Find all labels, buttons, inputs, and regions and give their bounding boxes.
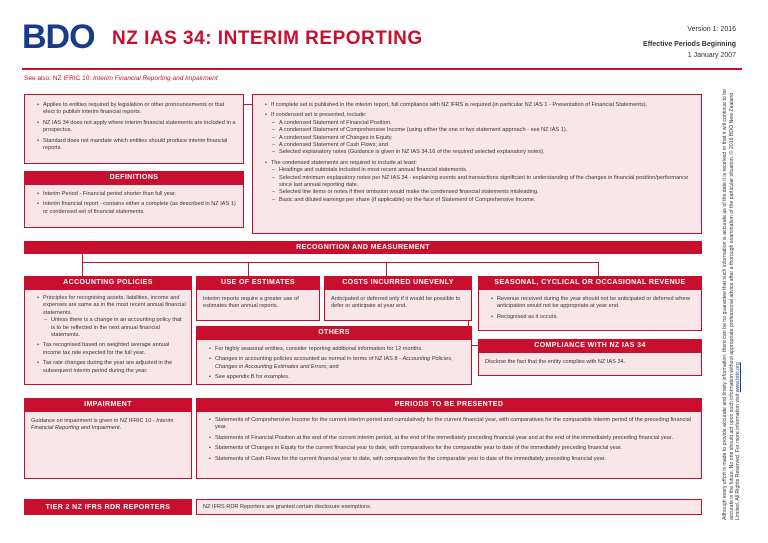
- content-subitem: – A condensed Statement of Financial Position.: [279, 120, 695, 127]
- content-item: • If condensed set is presented, include: – A condensed Statement of Financial Position. – A condensed Statement of Comprehensive Income (using either the one or two statement approach - see NZ IAS 1). – A condensed Statement of Changes in Equity. – A condensed Statement of Cash Flows; and – Selected explanatory notes (Guidance is given in NZ IAS 34.16 of the required selected explanatory notes).: [271, 112, 695, 156]
- scope-item: • NZ IAS 34 does not apply where interim financial statements are included in a prospectus.: [43, 120, 237, 135]
- connector: [386, 262, 387, 276]
- seasonal-box: [478, 289, 702, 331]
- recognition-header: RECOGNITION AND MEASUREMENT: [24, 241, 702, 254]
- content-item: • If complete set is published in the interim report, full compliance with NZ IFRS is required (in particular NZ IAS 1 - Presentation of Financial Statements).: [271, 102, 695, 109]
- others-item: • For highly seasonal entities, consider reporting additional information for 12 months.: [215, 346, 466, 353]
- content-subitem: – Selected minimum explanatory notes per NZ IAS 34 - explaining events and transactions significant to understanding of the changes in financial position/performance since last annual reporting date.: [279, 175, 695, 190]
- definition-item: • Interim financial report - contains either a complete (as described in NZ IAS 1) or condensed set of financial statements.: [43, 201, 237, 216]
- effective-date: 1 January 2007: [687, 52, 736, 59]
- periods-box: [196, 411, 702, 479]
- scope-box: [24, 94, 244, 164]
- connector: [82, 254, 83, 276]
- periods-item: • Statements of Financial Position at the end of the current interim period, at the end of the immediately preceding financial year and at the end of the immediately preceding financial year.: [215, 435, 695, 442]
- estimates-box: Interim reports require a greater use of estimates than annual reports.: [196, 289, 320, 321]
- seasonal-header: SEASONAL, CYCLICAL OR OCCASIONAL REVENUE: [478, 276, 702, 289]
- seasonal-item: • Recognised as it occurs.: [497, 314, 696, 321]
- content-subitem: – Basic and diluted earnings per share (if applicable) on the face of Statement of Comprehensive Income.: [279, 197, 695, 204]
- content-subitem: – A condensed Statement of Comprehensive Income (using either the one or two statement approach - see NZ IAS 1).: [279, 127, 695, 134]
- costs-header: COSTS INCURRED UNEVENLY: [324, 276, 472, 289]
- bdo-logo: BDO: [22, 18, 95, 56]
- definitions-box: [24, 184, 244, 228]
- periods-item: • Statements of Changes in Equity for the current financial year to date, with comparatives for the comparable year to date of the immediately preceding financial year.: [215, 445, 695, 452]
- accounting-box: [24, 289, 192, 385]
- content-subitem: – Headings and subtotals included in most recent annual financial statements.: [279, 167, 695, 174]
- accounting-header: ACCOUNTING POLICIES: [24, 276, 192, 289]
- periods-item: • Statements of Comprehensive Income for the current interim period and cumulatively for the current financial year, with comparatives for the comparable interim period of the preceding financial year.: [215, 417, 695, 432]
- periods-item: • Statements of Cash Flows for the current financial year to date, with comparatives for the comparable year to date of the immediately preceding financial year.: [215, 456, 695, 463]
- definitions-header: DEFINITIONS: [24, 171, 244, 184]
- compliance-header: COMPLIANCE WITH NZ IAS 34: [478, 339, 702, 352]
- compliance-box: Disclose the fact that the entity complies with NZ IAS 34.: [478, 352, 702, 376]
- content-subitem: – Selected explanatory notes (Guidance is given in NZ IAS 34.16 of the required selected explanatory notes).: [279, 149, 695, 156]
- connector: [248, 262, 249, 276]
- others-item: • Changes in accounting policies accounted as normal in terms of NZ IAS 8 - Accounting Policies, Changes in Accounting Estimates and Errors; and: [215, 356, 466, 371]
- connector: [82, 262, 598, 263]
- connector: [598, 262, 599, 276]
- costs-box: Anticipated or deferred only if it would be possible to defer or anticipate at year end.: [324, 289, 472, 321]
- estimates-header: USE OF ESTIMATES: [196, 276, 320, 289]
- accounting-item: • Tax rate changes during the year are adjusted in the subsequent interim period during the year.: [43, 360, 186, 375]
- see-also: See also: NZ IFRIC 10: Interim Financial Reporting and Impairment: [24, 75, 218, 82]
- disclaimer: Although every effort is made to provide accurate and timely information, there can be no guarantee that such information is accurate as of the date it is received or that it will continue to be accurate in the future. No one should act upon such information without appropriate professional advice after a thorough examination of the particular situation. © 2016 BDO New Zealand Limited. All Rights Reserved. For more information visit www.bdo.org: [722, 89, 742, 520]
- seasonal-item: • Revenue received during the year should not be anticipated or deferred where anticipation would not be appropriate at year end.: [497, 296, 696, 311]
- content-box: [252, 94, 702, 234]
- header-divider: [22, 68, 742, 70]
- content-subitem: – A condensed Statement of Cash Flows; and: [279, 142, 695, 149]
- effective-label: Effective Periods Beginning: [643, 41, 736, 48]
- accounting-subitem: – Unless there is a change in an accounting policy that is to be reflected in the next annual financial statements.: [51, 317, 186, 339]
- impairment-box: Guidance on impairment is given in NZ IFRIC 10 - Interim Financial Reporting and Impairment.: [24, 411, 192, 479]
- content-subitem: – A condensed Statement of Changes in Equity.: [279, 135, 695, 142]
- scope-item: • Applies to entities required by legislation or other pronouncements or that elect to publish interim financial reports.: [43, 102, 237, 117]
- connector: [244, 104, 252, 105]
- others-box: [196, 339, 472, 385]
- others-header: OTHERS: [196, 326, 472, 339]
- accounting-item: • Principles for recognising assets, liabilities, income and expenses are same as in the most recent annual financial statements. – Unless there is a change in an accounting policy that is to be reflected in the next annual financial statements.: [43, 295, 186, 339]
- accounting-item: • Tax recognised based on weighted average annual income tax rate expected for the full year.: [43, 342, 186, 357]
- scope-item: • Standard does not mandate which entities should produce interim financial reports.: [43, 138, 237, 153]
- periods-header: PERIODS TO BE PRESENTED: [196, 398, 702, 411]
- website-link[interactable]: www.bdo.org: [735, 362, 742, 393]
- others-item: • See appendix B for examples.: [215, 374, 466, 381]
- definition-item: • Interim Period - Financial period shorter than full year.: [43, 191, 237, 198]
- content-item: • The condensed statements are required to include at least: – Headings and subtotals included in most recent annual financial statements. – Selected minimum explanatory notes per NZ IAS 34 - explaining events and transactions significant to understanding of the changes in financial position/performance since last annual reporting date. – Selected line items or notes if their omission would make the condensed financial statements misleading. – Basic and diluted earnings per share (if applicable) on the face of Statement of Comprehensive Income.: [271, 160, 695, 204]
- content-subitem: – Selected line items or notes if their omission would make the condensed financial statements misleading.: [279, 189, 695, 196]
- impairment-header: IMPAIRMENT: [24, 398, 192, 411]
- page-title: NZ IAS 34: INTERIM REPORTING: [112, 28, 423, 49]
- tier2-header: TIER 2 NZ IFRS RDR REPORTERS: [24, 499, 192, 515]
- version-label: Version 1: 2016: [687, 26, 736, 33]
- tier2-box: NZ IFRS RDR Reporters are granted certain disclosure exemptions.: [196, 499, 702, 515]
